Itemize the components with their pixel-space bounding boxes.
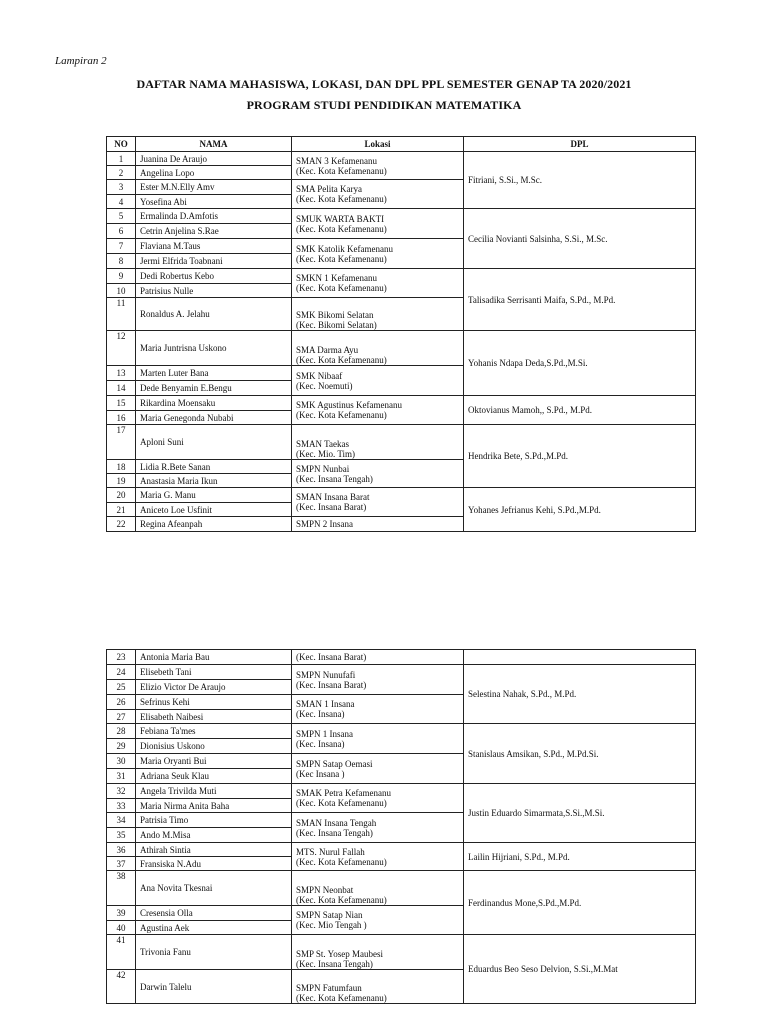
row-no: 31 bbox=[107, 769, 136, 784]
location-cell bbox=[292, 180, 464, 209]
row-no: 42 bbox=[107, 970, 136, 1004]
supervisor-cell: Selestina Nahak, S.Pd., M.Pd. bbox=[464, 665, 696, 724]
table-row bbox=[107, 843, 696, 857]
location-cell bbox=[292, 843, 464, 871]
student-name: Maria Nirma Anita Baha bbox=[136, 799, 292, 813]
table-row bbox=[107, 425, 696, 460]
student-name: Patrisius Nulle bbox=[136, 284, 292, 298]
table-row bbox=[107, 650, 696, 665]
school-name: SMK Nibaaf bbox=[296, 370, 343, 381]
student-name: Ando M.Misa bbox=[136, 828, 292, 843]
district-name: (Kec. Insana Barat) bbox=[296, 652, 367, 662]
row-no: 24 bbox=[107, 665, 136, 680]
row-no: 18 bbox=[107, 460, 136, 474]
row-no: 12 bbox=[107, 331, 136, 366]
location-cell bbox=[292, 754, 464, 784]
student-name: Angelina Lopo bbox=[136, 166, 292, 180]
location-cell bbox=[292, 695, 464, 724]
row-no: 23 bbox=[107, 650, 136, 665]
table-row bbox=[107, 665, 696, 680]
table-row bbox=[107, 935, 696, 970]
location-cell bbox=[292, 298, 464, 331]
supervisor-cell: Yohanes Jefrianus Kehi, S.Pd.,M.Pd. bbox=[464, 488, 696, 532]
table-row bbox=[107, 331, 696, 366]
student-name: Jermi Elfrida Toabnani bbox=[136, 254, 292, 269]
location-cell bbox=[292, 460, 464, 488]
student-name: Patrisia Timo bbox=[136, 813, 292, 828]
location-cell bbox=[292, 239, 464, 269]
location-cell bbox=[292, 970, 464, 1004]
header-dpl: DPL bbox=[464, 137, 696, 152]
district-name: (Kec. Kota Kefamenanu) bbox=[296, 856, 387, 867]
supervisor-cell: Yohanis Ndapa Deda,S.Pd.,M.Si. bbox=[464, 331, 696, 396]
header-no: NO bbox=[107, 137, 136, 152]
student-name: Elisabeth Naibesi bbox=[136, 710, 292, 724]
row-no: 29 bbox=[107, 739, 136, 754]
district-name: (Kec. Insana Tengah) bbox=[296, 473, 373, 484]
district-name: (Kec. Insana) bbox=[296, 709, 345, 719]
location-cell bbox=[292, 425, 464, 460]
row-no: 35 bbox=[107, 828, 136, 843]
location-cell bbox=[292, 665, 464, 695]
row-no: 2 bbox=[107, 166, 136, 180]
row-no: 39 bbox=[107, 906, 136, 921]
row-no: 19 bbox=[107, 474, 136, 488]
school-name: SMPN Neonbat bbox=[296, 885, 354, 895]
table-header-row bbox=[107, 137, 696, 152]
student-name: Agustina Aek bbox=[136, 921, 292, 935]
school-name: SMPN 1 Insana bbox=[296, 728, 354, 739]
supervisor-cell: Cecilia Novianti Salsinha, S.Si., M.Sc. bbox=[464, 209, 696, 269]
school-name: SMAK Petra Kefamenanu bbox=[296, 788, 391, 798]
row-no: 1 bbox=[107, 152, 136, 166]
school-name: SMK Bikomi Selatan bbox=[296, 310, 374, 320]
supervisor-cell: Oktovianus Mamoh,, S.Pd., M.Pd. bbox=[464, 396, 696, 425]
location-cell bbox=[292, 650, 464, 665]
school-name: SMAN 1 Insana bbox=[296, 699, 355, 709]
row-no: 15 bbox=[107, 396, 136, 411]
district-name: (Kec. Kota Kefamenanu) bbox=[296, 253, 387, 264]
school-name: SMAN 3 Kefamenanu bbox=[296, 155, 377, 166]
location-cell bbox=[292, 906, 464, 935]
row-no: 26 bbox=[107, 695, 136, 710]
district-name: (Kec. Kota Kefamenanu) bbox=[296, 355, 387, 365]
school-name: SMAN Taekas bbox=[296, 439, 349, 449]
school-name: SMPN Satap Nian bbox=[296, 910, 363, 920]
location-cell bbox=[292, 517, 464, 532]
row-no: 32 bbox=[107, 784, 136, 799]
row-no: 37 bbox=[107, 857, 136, 871]
supervisor-cell: Lailin Hijriani, S.Pd., M.Pd. bbox=[464, 843, 696, 871]
row-no: 22 bbox=[107, 517, 136, 532]
location-cell bbox=[292, 331, 464, 366]
school-name: SMK Agustinus Kefamenanu bbox=[296, 400, 402, 410]
location-cell bbox=[292, 935, 464, 970]
row-no: 16 bbox=[107, 411, 136, 425]
table-row bbox=[107, 724, 696, 739]
district-name: (Kec. Noemuti) bbox=[296, 380, 353, 391]
location-cell bbox=[292, 396, 464, 425]
district-name: (Kec. Insana Tengah) bbox=[296, 827, 373, 838]
row-no: 6 bbox=[107, 224, 136, 239]
school-name: SMPN 2 Insana bbox=[296, 519, 354, 529]
document-title: DAFTAR NAMA MAHASISWA, LOKASI, DAN DPL PPL SEMESTER GENAP TA 2020/2021 bbox=[136, 77, 632, 91]
district-name: (Kec. Insana) bbox=[296, 738, 345, 749]
supervisor-cell bbox=[464, 650, 696, 665]
student-name: Marten Luter Bana bbox=[136, 366, 292, 381]
table-row bbox=[107, 152, 696, 166]
row-no: 30 bbox=[107, 754, 136, 769]
supervisor-cell: Talisadika Serrisanti Maifa, S.Pd., M.Pd. bbox=[464, 269, 696, 331]
table-row bbox=[107, 269, 696, 284]
student-name: Rikardina Moensaku bbox=[136, 396, 292, 411]
student-name: Juanina De Araujo bbox=[136, 152, 292, 166]
district-name: (Kec. Kota Kefamenanu) bbox=[296, 895, 387, 905]
school-name: SMAN Insana Barat bbox=[296, 492, 370, 502]
row-no: 10 bbox=[107, 284, 136, 298]
supervisor-cell: Fitriani, S.Si., M.Sc. bbox=[464, 152, 696, 209]
row-no: 7 bbox=[107, 239, 136, 254]
row-no: 4 bbox=[107, 195, 136, 209]
row-no: 27 bbox=[107, 710, 136, 724]
student-name: Maria Oryanti Bui bbox=[136, 754, 292, 769]
row-no: 5 bbox=[107, 209, 136, 224]
row-no: 20 bbox=[107, 488, 136, 503]
student-name: Regina Afeanpah bbox=[136, 517, 292, 532]
location-cell bbox=[292, 366, 464, 396]
row-no: 3 bbox=[107, 180, 136, 195]
row-no: 25 bbox=[107, 680, 136, 695]
school-name: SMA Pelita Karya bbox=[296, 184, 362, 194]
location-cell bbox=[292, 813, 464, 843]
student-name: Darwin Talelu bbox=[136, 970, 292, 1004]
header-nama: NAMA bbox=[136, 137, 292, 152]
table-row bbox=[107, 396, 696, 411]
school-name: SMPN Satap Oemasi bbox=[296, 758, 373, 769]
school-name: SMAN Insana Tengah bbox=[296, 817, 377, 828]
student-name: Sefrinus Kehi bbox=[136, 695, 292, 710]
row-no: 33 bbox=[107, 799, 136, 813]
location-cell bbox=[292, 269, 464, 298]
student-name: Cresensia Olla bbox=[136, 906, 292, 921]
row-no: 8 bbox=[107, 254, 136, 269]
table-row bbox=[107, 209, 696, 224]
district-name: (Kec. Mio. Tim) bbox=[296, 449, 356, 459]
student-name: Flaviana M.Taus bbox=[136, 239, 292, 254]
row-no: 41 bbox=[107, 935, 136, 970]
district-name: (Kec. Mio Tengah ) bbox=[296, 920, 367, 930]
supervisor-cell: Eduardus Beo Seso Delvion, S.Si.,M.Mat bbox=[464, 935, 696, 1004]
school-name: SMPN Nunufafi bbox=[296, 669, 356, 680]
student-name: Ermalinda D.Amfotis bbox=[136, 209, 292, 224]
district-name: (Kec. Kota Kefamenanu) bbox=[296, 194, 387, 204]
school-name: SMA Darma Ayu bbox=[296, 345, 359, 355]
district-name: (Kec. Kota Kefamenanu) bbox=[296, 165, 387, 176]
student-name: Maria G. Manu bbox=[136, 488, 292, 503]
row-no: 28 bbox=[107, 724, 136, 739]
lampiran-label: Lampiran 2 bbox=[55, 55, 107, 67]
district-name: (Kec. Insana Tengah) bbox=[296, 959, 373, 969]
location-cell bbox=[292, 871, 464, 906]
student-name: Dedi Robertus Kebo bbox=[136, 269, 292, 284]
supervisor-cell: Ferdinandus Mone,S.Pd.,M.Pd. bbox=[464, 871, 696, 935]
school-name: SMPN Nunbai bbox=[296, 463, 350, 474]
row-no: 34 bbox=[107, 813, 136, 828]
student-name: Aploni Suni bbox=[136, 425, 292, 460]
student-name: Anastasia Maria Ikun bbox=[136, 474, 292, 488]
district-name: (Kec. Kota Kefamenanu) bbox=[296, 993, 387, 1003]
student-name: Dede Benyamin E.Bengu bbox=[136, 381, 292, 396]
student-table-part-1 bbox=[106, 136, 696, 532]
header-lokasi: Lokasi bbox=[292, 137, 464, 152]
school-name: SMPN Fatumfaun bbox=[296, 983, 362, 993]
location-cell bbox=[292, 488, 464, 517]
student-name: Trivonia Fanu bbox=[136, 935, 292, 970]
school-name: SMK Katolik Kefamenanu bbox=[296, 243, 393, 254]
row-no: 36 bbox=[107, 843, 136, 857]
district-name: (Kec. Kota Kefamenanu) bbox=[296, 798, 387, 808]
district-name: (Kec. Insana Barat) bbox=[296, 679, 367, 690]
district-name: (Kec. Kota Kefamenanu) bbox=[296, 223, 387, 234]
student-name: Febiana Ta'mes bbox=[136, 724, 292, 739]
school-name: MTS. Nurul Fallah bbox=[296, 846, 365, 857]
location-cell bbox=[292, 152, 464, 180]
student-name: Adriana Seuk Klau bbox=[136, 769, 292, 784]
supervisor-cell: Hendrika Bete, S.Pd.,M.Pd. bbox=[464, 425, 696, 488]
location-cell bbox=[292, 209, 464, 239]
student-name: Maria Genegonda Nubabi bbox=[136, 411, 292, 425]
school-name: SMUK WARTA BAKTI bbox=[296, 213, 385, 224]
district-name: (Kec. Kota Kefamenanu) bbox=[296, 410, 387, 420]
location-cell bbox=[292, 724, 464, 754]
student-name: Cetrin Anjelina S.Rae bbox=[136, 224, 292, 239]
district-name: (Kec. Bikomi Selatan) bbox=[296, 320, 377, 330]
student-name: Maria Juntrisna Uskono bbox=[136, 331, 292, 366]
row-no: 13 bbox=[107, 366, 136, 381]
student-name: Fransiska N.Adu bbox=[136, 857, 292, 871]
student-name: Ester M.N.Elly Amv bbox=[136, 180, 292, 195]
student-table-part-2 bbox=[106, 649, 696, 1004]
student-name: Elisebeth Tani bbox=[136, 665, 292, 680]
student-name: Angela Trivilda Muti bbox=[136, 784, 292, 799]
row-no: 40 bbox=[107, 921, 136, 935]
school-name: SMP St. Yosep Maubesi bbox=[296, 949, 383, 959]
student-name: Athirah Sintia bbox=[136, 843, 292, 857]
district-name: (Kec. Kota Kefamenanu) bbox=[296, 283, 387, 293]
row-no: 17 bbox=[107, 425, 136, 460]
school-name: SMKN 1 Kefamenanu bbox=[296, 273, 377, 283]
student-name: Lidia R.Bete Sanan bbox=[136, 460, 292, 474]
table-row bbox=[107, 488, 696, 503]
table-row bbox=[107, 871, 696, 906]
supervisor-cell: Stanislaus Amsikan, S.Pd., M.Pd.Si. bbox=[464, 724, 696, 784]
row-no: 38 bbox=[107, 871, 136, 906]
row-no: 11 bbox=[107, 298, 136, 331]
supervisor-cell: Justin Eduardo Simarmata,S.Si.,M.Si. bbox=[464, 784, 696, 843]
row-no: 14 bbox=[107, 381, 136, 396]
row-no: 9 bbox=[107, 269, 136, 284]
student-name: Ana Novita Tkesnai bbox=[136, 871, 292, 906]
student-name: Yosefina Abi bbox=[136, 195, 292, 209]
student-name: Aniceto Loe Usfinit bbox=[136, 503, 292, 517]
student-name: Dionisius Uskono bbox=[136, 739, 292, 754]
student-name: Antonia Maria Bau bbox=[136, 650, 292, 665]
row-no: 21 bbox=[107, 503, 136, 517]
student-name: Elizio Victor De Araujo bbox=[136, 680, 292, 695]
district-name: (Kec. Insana Barat) bbox=[296, 502, 367, 512]
district-name: (Kec Insana ) bbox=[296, 768, 345, 779]
location-cell bbox=[292, 784, 464, 813]
student-name: Ronaldus A. Jelahu bbox=[136, 298, 292, 331]
document-subtitle: PROGRAM STUDI PENDIDIKAN MATEMATIKA bbox=[246, 98, 522, 112]
table-row bbox=[107, 784, 696, 799]
